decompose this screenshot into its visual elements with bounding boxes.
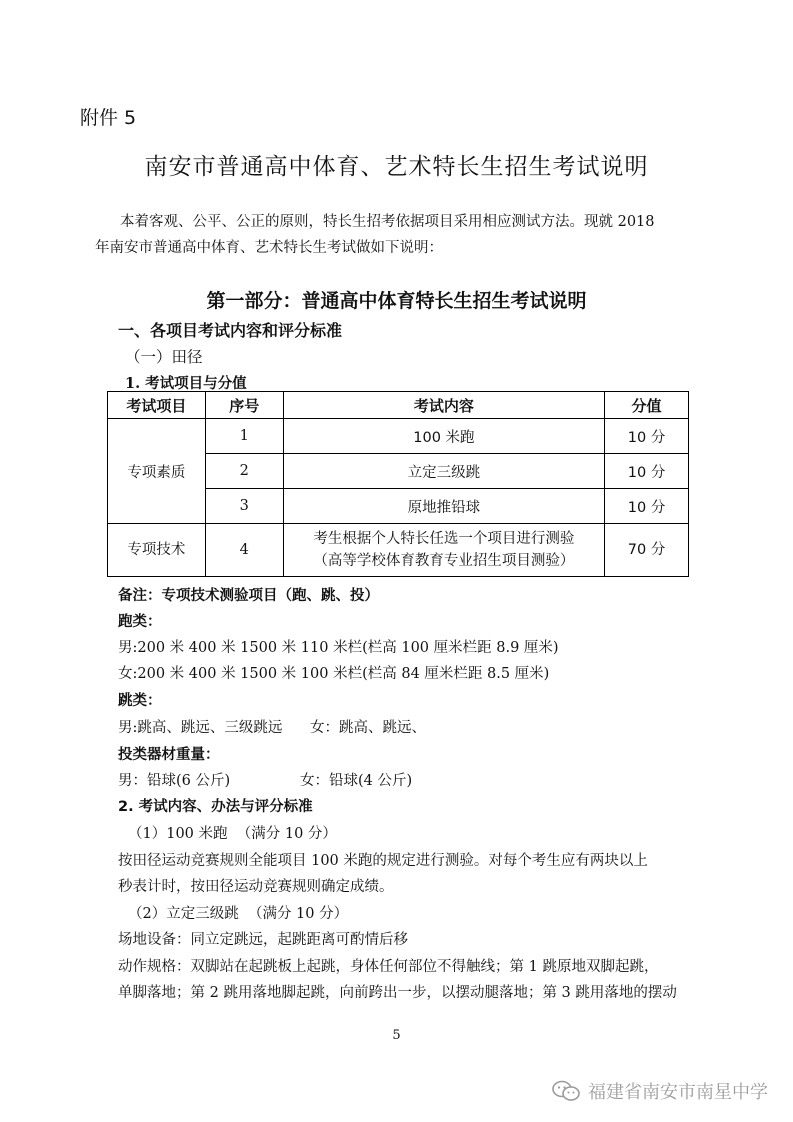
row-score: 10 分 — [605, 454, 689, 489]
jump-line: 男:跳高、跳远、三级跳远 女：跳高、跳远、 — [118, 720, 427, 736]
row-content — [283, 524, 604, 577]
table-header-row — [108, 392, 689, 419]
row-content: 100 米跑 — [283, 419, 604, 454]
run-female: 女:200 米 400 米 1500 米 100 米栏(栏高 84 厘米栏距 8.5 厘米) — [118, 666, 550, 682]
throw-male: 男：铅球(6 公斤) — [118, 773, 231, 789]
page-title: 南安市普通高中体育、艺术特长生招生考试说明 — [144, 154, 649, 180]
group-cell-technique: 专项技术 — [108, 524, 206, 577]
sub2-action-2: 单脚落地；第 2 跳用落地脚起跳，向前跨出一步，以摆动腿落地；第 3 跳用落地的摆动 — [118, 985, 677, 1001]
sub2-title: （2）立定三级跳 （满分 10 分） — [128, 906, 349, 922]
row-score: 10 分 — [605, 489, 689, 524]
watermark — [552, 1078, 768, 1104]
sub1-title: （1）100 米跑 （满分 10 分） — [128, 826, 337, 842]
score-table — [107, 391, 689, 577]
table-row — [108, 419, 689, 454]
run-male: 男:200 米 400 米 1500 米 110 米栏(栏高 100 厘米栏距 8.9 厘米) — [118, 640, 559, 656]
row-content-line-1: 考生根据个人特长任选一个项目进行测验 — [313, 531, 575, 547]
header-cell: 分值 — [605, 392, 689, 419]
subsection-heading: （一）田径 — [125, 348, 203, 366]
row-number: 2 — [205, 454, 283, 489]
sub1-text-2: 秒表计时，按田径运动竞赛规则确定成绩。 — [118, 879, 394, 895]
page-number: 5 — [392, 1028, 401, 1043]
header-cell: 考试内容 — [283, 392, 604, 419]
header-cell: 序号 — [205, 392, 283, 419]
row-content: 原地推铅球 — [283, 489, 604, 524]
note-text: 备注：专项技术测验项目（跑、跳、投） — [118, 587, 379, 604]
row-score: 10 分 — [605, 419, 689, 454]
sub2-field: 场地设备：同立定跳远，起跳距离可酌情后移 — [118, 932, 408, 948]
jump-heading: 跳类： — [118, 692, 162, 709]
sub2-action-1: 动作规格：双脚站在起跳板上起跳，身体任何部位不得触线；第 1 跳原地双脚起跳， — [118, 959, 659, 975]
sub1-text-1: 按田径运动竞赛规则全能项目 100 米跑的规定进行测验。对每个考生应有两块以上 — [118, 853, 648, 869]
row-number: 1 — [205, 419, 283, 454]
watermark-text: 福建省南安市南星中学 — [588, 1082, 768, 1103]
item1-heading: 1. 考试项目与分值 — [125, 375, 247, 392]
item2-heading: 2. 考试内容、办法与评分标准 — [118, 799, 313, 815]
group-cell-quality: 专项素质 — [108, 419, 206, 524]
table-row — [108, 524, 689, 577]
row-content-line-2: （高等学校体育教育专业招生项目测验） — [313, 553, 575, 569]
header-cell: 考试项目 — [108, 392, 206, 419]
section-heading: 一、各项目考试内容和评分标准 — [118, 321, 343, 340]
intro-line-1: 本着客观、公平、公正的原则，特长生招考依据项目采用相应测试方法。现就 2018 — [120, 214, 655, 230]
row-number: 4 — [205, 524, 283, 577]
row-content: 立定三级跳 — [283, 454, 604, 489]
wechat-icon — [552, 1080, 580, 1102]
run-heading: 跑类： — [118, 613, 162, 630]
part1-title: 第一部分：普通高中体育特长生招生考试说明 — [206, 290, 587, 312]
throw-female: 女：铅球(4 公斤) — [300, 773, 413, 789]
row-number: 3 — [205, 489, 283, 524]
intro-line-2: 年南安市普通高中体育、艺术特长生考试做如下说明： — [95, 240, 443, 256]
throw-heading: 投类器材重量： — [118, 746, 220, 763]
attachment-label: 附件 5 — [80, 107, 137, 129]
row-score: 70 分 — [605, 524, 689, 577]
